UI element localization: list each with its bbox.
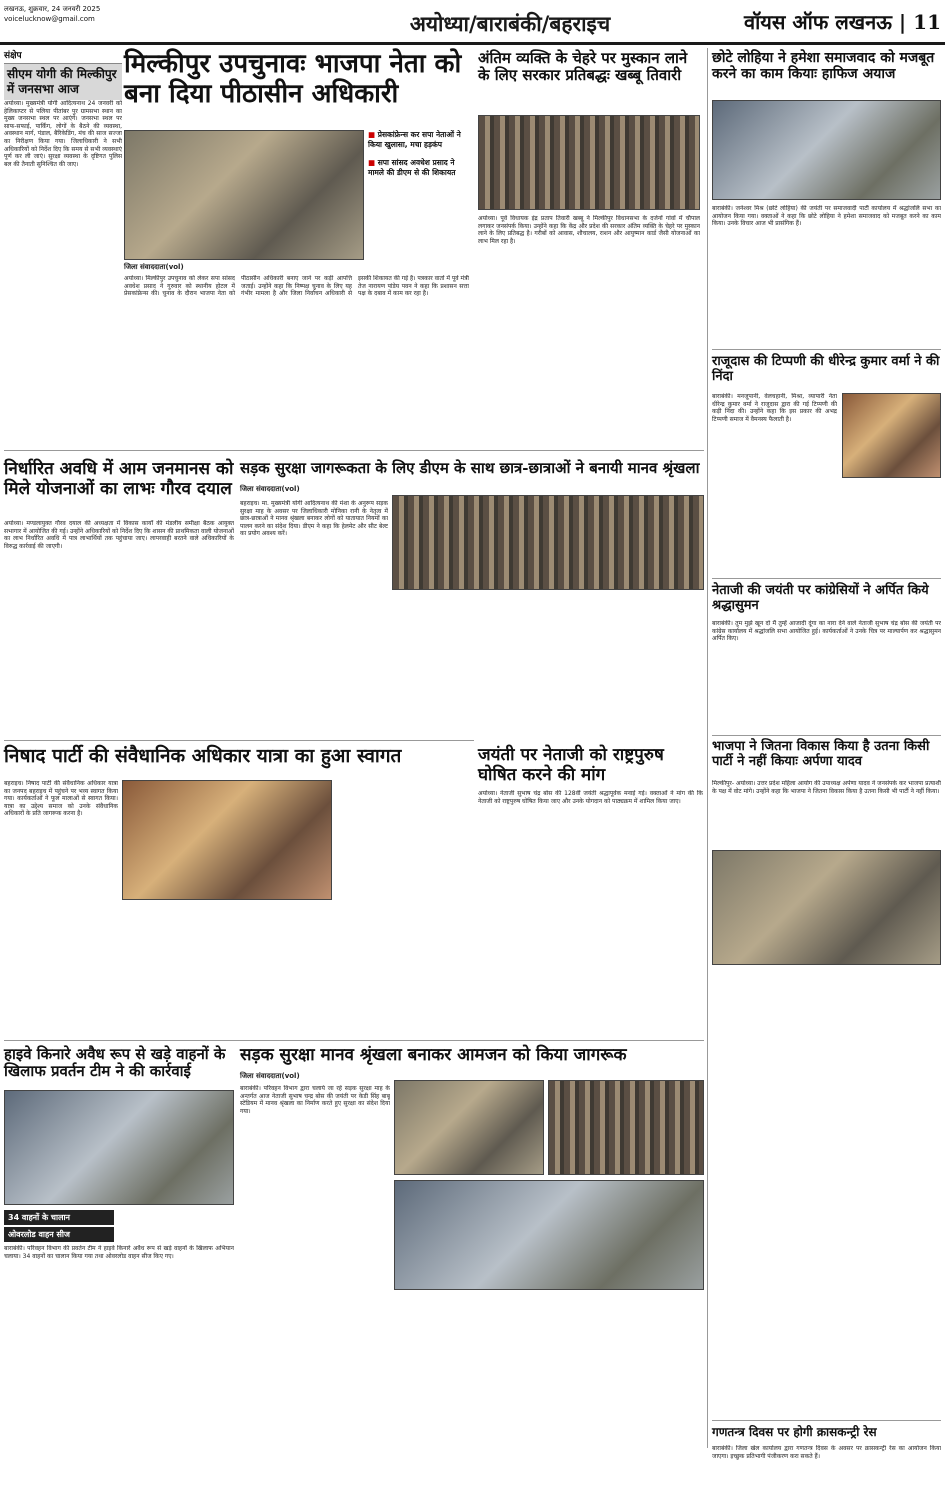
lead-photo — [124, 130, 364, 260]
hafiz-headline: छोटे लोहिया ने हमेशा समाजवाद को मजबूत करने का काम कियाः हाफिज अयाज — [712, 50, 935, 83]
crosscountry-headline: गणतन्त्र दिवस पर होगी क्रासकन्ट्री रेस — [712, 1425, 877, 1439]
human-chain-byline: जिला संवाददाता(vol) — [240, 1072, 300, 1080]
story-divider — [712, 578, 941, 579]
road-safety-byline: जिला संवाददाता(vol) — [240, 485, 300, 493]
human-chain-photo-2 — [548, 1080, 704, 1175]
brand-title: वॉयस ऑफ लखनऊ | 11 — [744, 10, 941, 34]
human-chain-photo-1 — [394, 1080, 544, 1175]
brand-name: वॉयस ऑफ लखनऊ — [744, 10, 892, 34]
email-text: voicelucknow@gmail.com — [4, 15, 95, 23]
badge-line: ओवरलोड वाहन सीज — [4, 1227, 114, 1242]
hafiz-photo — [712, 100, 941, 200]
crosscountry-body: बाराबंकी। जिला खेल कार्यालय द्वारा गणतन्त्र दिवस के अवसर पर क्रासकन्ट्री रेस का आयोजन किया जाएगा। इच्छुक प्रतिभागी पंजीकरण करा सकते हैं। — [712, 1445, 941, 1460]
road-safety-headline: सड़क सुरक्षा जागरूकता के लिए डीएम के साथ छात्र-छात्राओं ने बनायी मानव श्रृंखला — [240, 459, 700, 477]
road-safety-body: बहराइच। मा. मुख्यमंत्री योगी आदित्यनाथ की मंशा के अनुरूप सड़क सुरक्षा माह के अवसर पर जिलाधिकारी मोनिका रानी के नेतृत्व में छात्र-छात्राओं ने मानव श्रृंखला बनाकर लोगों को यातायात नियमों का पालन करने का संदेश दिया। डीएम ने कहा कि हेलमेट और सीट बेल्ट का प्रयोग अवश्य करें। — [240, 500, 388, 538]
story-divider — [712, 1420, 941, 1421]
cm-rally-headline: सीएम योगी की मिल्कीपुर में जनसभा आज — [4, 64, 122, 100]
arpana-body: मिल्कीपुर- अयोध्या। उत्तर प्रदेश महिला आयोग की उपाध्यक्ष अर्पणा यादव ने जनसंपर्क कर भाजपा प्रत्याशी के पक्ष में वोट मांगे। उन्होंने कहा कि भाजपा ने जितना विकास किया है उतना किसी भी पार्टी ने नहीं किया। — [712, 780, 941, 795]
gaurav-body: अयोध्या। मण्डलायुक्त गौरव दयाल की अध्यक्षता में विकास कार्यों की मंडलीय समीक्षा बैठक आयुक्त सभागार में आयोजित की गई। उन्होंने अधिकारियों को निर्देश दिए कि शासन की प्राथमिकता वाली योजनाओं का लाभ निर्धारित अवधि में पात्र लाभार्थियों तक पहुंचाया जाए। लापरवाही बरतने वाले अधिकारियों के विरुद्ध कार्रवाई की जाएगी। — [4, 520, 234, 550]
lead-bullet: ■ सपा सांसद अवधेश प्रसाद ने मामले की डीएम से की शिकायत — [368, 158, 468, 178]
khabbu-headline: अंतिम व्यक्ति के चेहरे पर मुस्कान लाने के लिए सरकार प्रतिबद्धः खब्बू तिवारी — [478, 49, 688, 85]
highway-body: बाराबंकी। परिवहन विभाग की प्रवर्तन टीम ने हाइवे किनारे अवैध रूप से खड़े वाहनों के खिलाफ अभियान चलाया। 34 वाहनों का चालान किया गया तथा ओवरलोड वाहन सीज किए गए। — [4, 1245, 234, 1260]
dhirendra-headline: राजूदास की टिप्पणी की धीरेन्द्र कुमार वर्मा ने की निंदा — [712, 354, 940, 384]
arpana-headline: भाजपा ने जितना विकास किया है उतना किसी पार्टी ने नहीं कियाः अर्पणा यादव — [712, 739, 930, 769]
khabbu-photo — [478, 115, 700, 210]
jayanti-body: अयोध्या। नेताजी सुभाष चंद्र बोस की 128वीं जयंती श्रद्धापूर्वक मनाई गई। वक्ताओं ने मांग की कि नेताजी को राष्ट्रपुरुष घोषित किया जाए और उनके योगदान को पाठ्यक्रम में शामिल किया जाए। — [478, 790, 703, 805]
gaurav-headline: निर्धारित अवधि में आम जनमानस को मिले योजनाओं का लाभः गौरव दयाल — [4, 459, 234, 499]
story-divider — [4, 740, 474, 741]
jayanti-headline: जयंती पर नेताजी को राष्ट्रपुरुष घोषित करने की मांग — [478, 745, 664, 785]
story-divider — [712, 349, 941, 350]
human-chain-body: बाराबंकी। परिवहन विभाग द्वारा चलाये जा रहे सड़क सुरक्षा माह के अन्तर्गत आज नेताजी सुभाष चन्द्र बोस की जयंती पर केडी सिंह बाबू स्टेडियम में मानव श्रृंखला का निर्माण करते हुए सुरक्षा का संदेश दिया गया। — [240, 1085, 390, 1115]
page-number: 11 — [913, 10, 941, 34]
dhirendra-portrait — [842, 393, 941, 478]
human-chain-headline: सड़क सुरक्षा मानव श्रृंखला बनाकर आमजन को किया जागरूक — [240, 1045, 627, 1065]
human-chain-photo-3 — [394, 1180, 704, 1290]
column-divider — [707, 48, 708, 1448]
brief-label: संक्षेप — [4, 48, 122, 64]
nishad-body: बहराइच। निषाद पार्टी की संवैधानिक अधिकार यात्रा का जनपद बहराइच में पहुंचने पर भव्य स्वागत किया गया। कार्यकर्ताओं ने फूल मालाओं से स्वागत किया। यात्रा का उद्देश्य समाज को उनके संवैधानिक अधिकारों के प्रति जागरूक करना है। — [4, 780, 118, 818]
date-text: लखनऊ, शुक्रवार, 24 जनवरी 2025 — [4, 5, 101, 13]
lead-photo-caption: जिला संवाददाता(vol) — [124, 263, 184, 271]
lead-body: अयोध्या। मिल्कीपुर उपचुनाव को लेकर सपा सांसद अवधेश प्रसाद ने गुरुवार को स्थानीय होटल में प्रेसकांफ्रेन्स की। चुनाव के दौरान भाजपा नेता को पीठासीन अधिकारी बनाए जाने पर कड़ी आपत्ति जताई। उन्होंने कहा कि निष्पक्ष चुनाव के लिए यह गंभीर मामला है और जिला निर्वाचन अधिकारी से इसकी शिकायत की गई है। पत्रकार वार्ता में पूर्व मंत्री तेज नारायण पांडेय पवन ने कहा कि प्रशासन सत्ता पक्ष के दबाव में काम कर रहा है। — [124, 275, 469, 298]
highway-headline: हाइवे किनारे अवैध रूप से खड़े वाहनों के खिलाफ प्रवर्तन टीम ने की कार्रवाई — [4, 1045, 226, 1081]
nishad-headline: निषाद पार्टी की संवैधानिक अधिकार यात्रा का हुआ स्वागत — [4, 745, 402, 767]
netaji-body: बाराबंकी। तुम मुझे खून दो मैं तुम्हें आजादी दूंगा का नारा देने वाले नेताजी सुभाष चंद्र बोस की जयंती पर कांग्रेस कार्यालय में श्रद्धांजलि सभा आयोजित हुई। कार्यकर्ताओं ने उनके चित्र पर माल्यार्पण कर श्रद्धासुमन अर्पित किए। — [712, 620, 941, 643]
nishad-photo — [122, 780, 332, 900]
netaji-headline: नेताजी की जयंती पर कांग्रेसियों ने अर्पित किये श्रद्धासुमन — [712, 583, 929, 613]
khabbu-body: अयोध्या। पूर्व विधायक इंद्र प्रताप तिवारी खब्बू ने मिल्कीपुर विधानसभा के दर्जनों गांवों में चौपाल लगाकर जनसंपर्क किया। उन्होंने कहा कि केंद्र और प्रदेश की सरकार अंतिम व्यक्ति के चेहरे पर मुस्कान लाने के लिए प्रतिबद्ध है। गरीबों को आवास, शौचालय, राशन और आयुष्मान कार्ड जैसी योजनाओं का लाभ मिल रहा है। — [478, 215, 700, 245]
lead-bullet: ■ प्रेसकांफ्रेन्स कर सपा नेताओं ने किया खुलासा, मचा हड़कंप — [368, 130, 468, 150]
lead-bullets — [368, 130, 468, 178]
highway-badge — [4, 1210, 114, 1242]
cm-rally-body: अयोध्या। मुख्यमंत्री योगी आदित्यनाथ 24 जनवरी को हेलिकाप्टर से पलिया पीतांबर पुर ग्रामसभा स्थान का मुख्य जनसभा स्थल पर आएंगे। जनसभा स्थल पर साफ-सफाई, पार्किंग, लोगों के बैठने की व्यवस्था, अवस्थान मार्ग, पंडाल, बैरिकेडिंग, मंच की साज सज्जा का निरीक्षण किया गया। जिलाधिकारी ने सभी अधिकारियों को निर्देश दिए कि समय से सभी व्यवस्थाएं पूर्ण कर ली जाएं। सुरक्षा व्यवस्था के दृष्टिगत पुलिस बल की तैनाती सुनिश्चित की जाए। — [4, 100, 122, 168]
hafiz-body: बाराबंकी। जनेश्वर मिश्र (छोटे लोहिया) की जयंती पर समाजवादी पार्टी कार्यालय में श्रद्धांजलि सभा का आयोजन किया गया। वक्ताओं ने कहा कि छोटे लोहिया ने हमेशा समाजवाद को मजबूत करने का काम किया। उनके विचार आज भी प्रासंगिक हैं। — [712, 205, 941, 228]
section-title: अयोध्या/बाराबंकी/बहराइच — [409, 11, 611, 36]
dhirendra-body: बाराबंकी। मनजूपानी, वेलचहानी, मिश्रा, व्यापारी नेता धीरेन्द्र कुमार वर्मा ने राजूदास द्वारा की गई टिप्पणी की कड़ी निंदा की। उन्होंने कहा कि इस प्रकार की अभद्र टिप्पणी समाज में वैमनस्य फैलाती है। — [712, 393, 837, 423]
lead-headline: मिल्कीपुर उपचुनावः भाजपा नेता को बना दिया पीठासीन अधिकारी — [124, 49, 462, 109]
story-divider — [4, 1040, 704, 1041]
masthead-date — [4, 4, 122, 24]
highway-photo — [4, 1090, 234, 1205]
road-safety-photo — [392, 495, 704, 590]
badge-line: 34 वाहनों के चालान — [4, 1210, 114, 1225]
masthead-rule — [0, 42, 945, 45]
story-divider — [712, 735, 941, 736]
arpana-photo — [712, 850, 941, 965]
story-divider — [4, 450, 704, 451]
